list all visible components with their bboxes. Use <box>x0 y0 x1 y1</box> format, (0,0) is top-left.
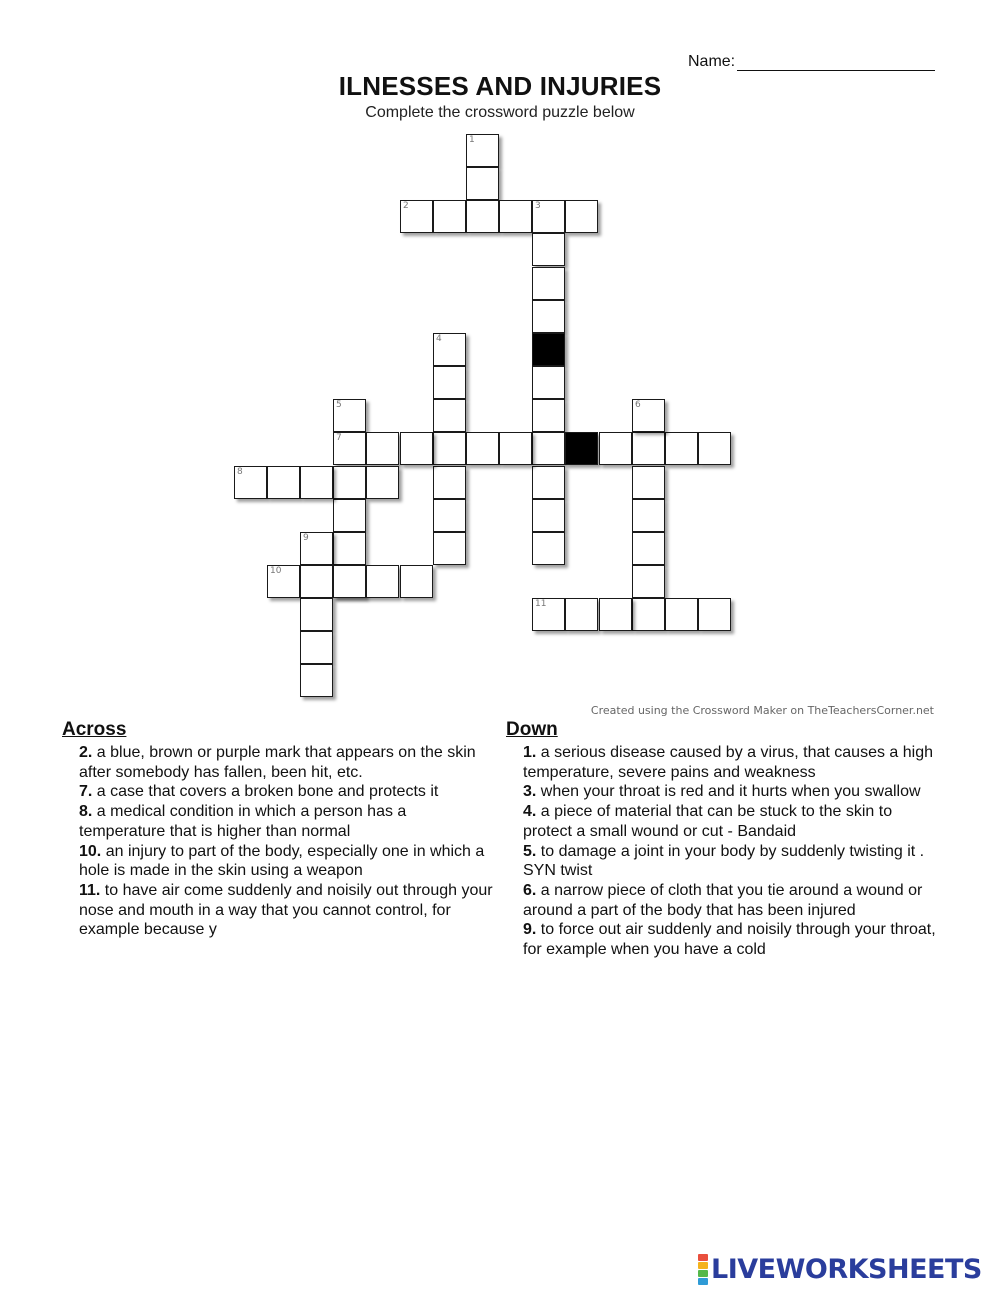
crossword-cell[interactable] <box>466 432 499 465</box>
cell-number: 8 <box>237 467 243 477</box>
crossword-cell[interactable] <box>333 466 366 499</box>
crossword-cell[interactable] <box>632 598 665 631</box>
clue-item <box>506 920 938 959</box>
crossword-cell[interactable] <box>499 432 532 465</box>
crossword-cell[interactable] <box>599 432 632 465</box>
across-heading: Across <box>62 719 127 740</box>
crossword-cell[interactable] <box>532 200 565 233</box>
crossword-cell[interactable] <box>565 200 598 233</box>
clue-text: a medical condition in which a person has a temperature that is higher than normal <box>79 803 407 840</box>
across-clue-list <box>62 743 494 940</box>
clue-text: a narrow piece of cloth that you tie around a wound or around a part of the body that has been injured <box>523 881 923 919</box>
crossword-cell[interactable] <box>632 432 665 465</box>
clue-item <box>506 842 938 881</box>
crossword-cell[interactable] <box>366 565 399 598</box>
crossword-cell[interactable] <box>632 466 665 499</box>
clue-item <box>62 802 494 841</box>
clue-number: 1. <box>523 744 537 761</box>
crossword-cell[interactable] <box>300 565 333 598</box>
clue-text: an injury to part of the body, especially one in which a hole is made in the skin using a weapon <box>79 842 485 880</box>
cell-number: 4 <box>436 334 442 344</box>
crossword-cell[interactable] <box>532 267 565 300</box>
crossword-cell[interactable] <box>665 432 698 465</box>
crossword-cell[interactable] <box>698 598 731 631</box>
crossword-cell[interactable] <box>300 532 333 565</box>
clue-item <box>62 842 494 881</box>
clue-item <box>506 743 938 782</box>
clue-number: 11. <box>79 881 101 899</box>
logo-block <box>698 1262 708 1269</box>
cell-number: 9 <box>303 533 309 543</box>
clue-text: a case that covers a broken bone and protects it <box>92 783 439 801</box>
crossword-cell[interactable] <box>698 432 731 465</box>
crossword-cell[interactable] <box>532 233 565 266</box>
liveworksheets-logo <box>698 1253 982 1285</box>
clue-number: 3. <box>523 783 537 801</box>
crossword-cell[interactable] <box>234 466 267 499</box>
clue-number: 6. <box>523 881 537 899</box>
cell-number: 11 <box>535 599 547 609</box>
crossword-cell[interactable] <box>267 565 300 598</box>
crossword-block <box>565 432 598 465</box>
crossword-cell[interactable] <box>532 598 565 631</box>
page-subtitle: Complete the crossword puzzle below <box>365 104 635 121</box>
cell-number: 5 <box>336 400 342 410</box>
crossword-cell[interactable] <box>466 167 499 200</box>
crossword-cell[interactable] <box>532 300 565 333</box>
crossword-cell[interactable] <box>599 598 632 631</box>
crossword-cell[interactable] <box>400 565 433 598</box>
crossword-cell[interactable] <box>433 466 466 499</box>
clue-text: to force out air suddenly and noisily through your throat, for example when you have a cold <box>523 921 936 959</box>
crossword-cell[interactable] <box>300 598 333 631</box>
cell-number: 1 <box>469 135 475 145</box>
crossword-cell[interactable] <box>665 598 698 631</box>
across-clues <box>62 718 494 940</box>
logo-mark <box>698 1253 708 1285</box>
crossword-cell[interactable] <box>333 532 366 565</box>
logo-block <box>698 1254 708 1261</box>
clue-item <box>62 782 494 802</box>
crossword-cell[interactable] <box>433 333 466 366</box>
logo-block <box>698 1278 708 1285</box>
crossword-cell[interactable] <box>400 432 433 465</box>
crossword-cell[interactable] <box>499 200 532 233</box>
clue-text: to have air come suddenly and noisily out through your nose and mouth in a way that you cannot control, for example because y <box>79 881 493 939</box>
logo-block <box>698 1270 708 1277</box>
clue-item <box>62 743 494 782</box>
crossword-cell[interactable] <box>433 399 466 432</box>
crossword-cell[interactable] <box>532 432 565 465</box>
crossword-cell[interactable] <box>532 366 565 399</box>
credit-text: Created using the Crossword Maker on TheTeachersCorner.net <box>590 704 934 717</box>
crossword-cell[interactable] <box>300 466 333 499</box>
page-title: ILNESSES AND INJURIES <box>338 71 662 101</box>
clue-item <box>506 802 938 841</box>
crossword-cell[interactable] <box>300 664 333 697</box>
clue-number: 9. <box>523 921 537 939</box>
crossword-cell[interactable] <box>433 200 466 233</box>
crossword-cell[interactable] <box>400 200 433 233</box>
crossword-cell[interactable] <box>300 631 333 664</box>
crossword-cell[interactable] <box>333 399 366 432</box>
down-clue-list <box>506 743 938 960</box>
clue-text: to damage a joint in your body by suddenly twisting it . SYN twist <box>523 842 925 880</box>
cell-number: 7 <box>336 433 342 443</box>
crossword-cell[interactable] <box>632 532 665 565</box>
logo-text: LIVEWORKSHEETS <box>711 1253 982 1285</box>
clue-item <box>62 881 494 940</box>
crossword-cell[interactable] <box>267 466 300 499</box>
clue-number: 5. <box>523 842 537 860</box>
clue-number: 2. <box>79 744 93 761</box>
crossword-cell[interactable] <box>532 499 565 532</box>
clue-number: 8. <box>79 803 93 821</box>
crossword-cell[interactable] <box>333 565 366 598</box>
clue-item <box>506 881 938 920</box>
crossword-cell[interactable] <box>632 499 665 532</box>
crossword-cell[interactable] <box>632 565 665 598</box>
crossword-cell[interactable] <box>433 432 466 465</box>
clue-text: a serious disease caused by a virus, that causes a high temperature, severe pains and weakness <box>523 744 934 781</box>
cell-number: 3 <box>535 201 541 211</box>
cell-number: 6 <box>635 400 641 410</box>
cell-number: 10 <box>270 566 282 576</box>
crossword-cell[interactable] <box>433 499 466 532</box>
clue-text: when your throat is red and it hurts when you swallow <box>536 783 921 801</box>
crossword-cell[interactable] <box>366 432 399 465</box>
cell-number: 2 <box>403 201 409 211</box>
clue-text: a blue, brown or purple mark that appears on the skin after somebody has fallen, been hit, etc. <box>79 744 476 781</box>
crossword-cell[interactable] <box>565 598 598 631</box>
crossword-cell[interactable] <box>532 466 565 499</box>
crossword-cell[interactable] <box>466 134 499 167</box>
clue-number: 10. <box>79 842 102 860</box>
clue-number: 7. <box>79 783 93 801</box>
crossword-block <box>532 333 565 366</box>
clue-text: a piece of material that can be stuck to the skin to protect a small wound or cut - Bandaid <box>523 803 893 840</box>
crossword-cell[interactable] <box>333 499 366 532</box>
crossword-cell[interactable] <box>632 399 665 432</box>
crossword-cell[interactable] <box>532 532 565 565</box>
crossword-cell[interactable] <box>466 200 499 233</box>
down-clues <box>506 718 938 960</box>
crossword-cell[interactable] <box>333 432 366 465</box>
crossword-cell[interactable] <box>366 466 399 499</box>
clue-item <box>506 782 938 802</box>
name-label: Name: <box>688 53 736 70</box>
clue-number: 4. <box>523 803 537 821</box>
crossword-cell[interactable] <box>532 399 565 432</box>
crossword-cell[interactable] <box>433 532 466 565</box>
crossword-cell[interactable] <box>433 366 466 399</box>
down-heading: Down <box>506 719 558 740</box>
